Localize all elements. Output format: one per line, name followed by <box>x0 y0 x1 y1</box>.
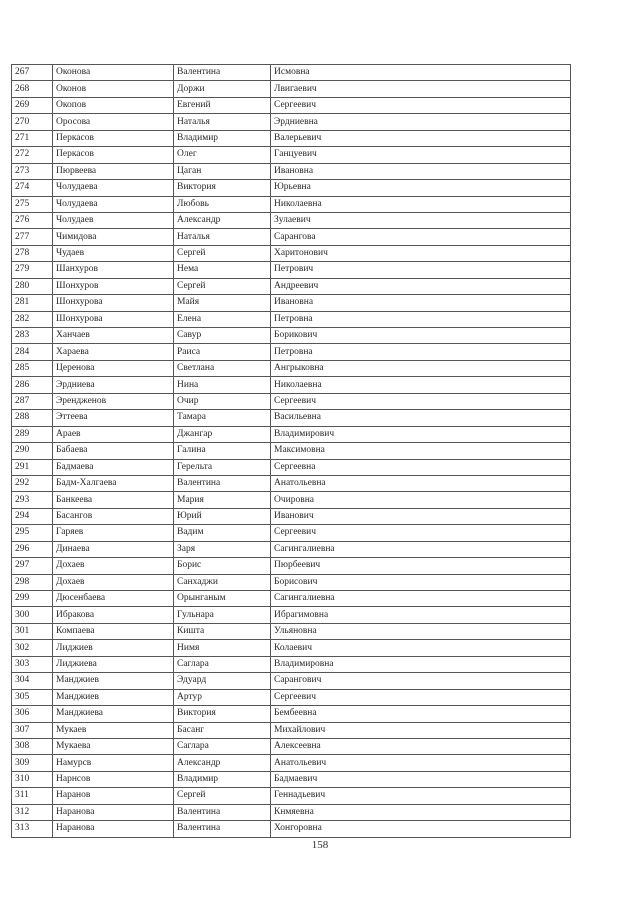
surname-cell: Шонхурова <box>53 311 174 327</box>
surname-cell: Компаева <box>53 623 174 639</box>
row-number-cell: 307 <box>12 722 53 738</box>
first-name-cell: Виктория <box>174 180 271 196</box>
row-number-cell: 271 <box>12 130 53 146</box>
row-number-cell: 310 <box>12 771 53 787</box>
table-row <box>12 97 571 113</box>
first-name-cell: Елена <box>174 311 271 327</box>
table-row <box>12 459 571 475</box>
surname-cell: Бадмаева <box>53 459 174 475</box>
row-number-cell: 301 <box>12 623 53 639</box>
first-name-cell: Валентина <box>174 475 271 491</box>
surname-cell: Оконова <box>53 65 174 81</box>
first-name-cell: Эдуард <box>174 673 271 689</box>
patronymic-cell: Эрдниевна <box>271 114 571 130</box>
surname-cell: Эрендженов <box>53 393 174 409</box>
row-number-cell: 284 <box>12 344 53 360</box>
table-row <box>12 574 571 590</box>
patronymic-cell: Петрович <box>271 262 571 278</box>
first-name-cell: Нема <box>174 262 271 278</box>
row-number-cell: 280 <box>12 278 53 294</box>
patronymic-cell: Анатольевна <box>271 475 571 491</box>
surname-cell: Наранова <box>53 804 174 820</box>
patronymic-cell: Андреевич <box>271 278 571 294</box>
surname-cell: Дюсенбаева <box>53 591 174 607</box>
first-name-cell: Артур <box>174 689 271 705</box>
surname-cell: Намурсв <box>53 755 174 771</box>
names-table-body <box>12 65 571 838</box>
surname-cell: Бабаева <box>53 443 174 459</box>
row-number-cell: 291 <box>12 459 53 475</box>
first-name-cell: Очир <box>174 393 271 409</box>
patronymic-cell: Николаевна <box>271 377 571 393</box>
first-name-cell: Нина <box>174 377 271 393</box>
first-name-cell: Доржи <box>174 81 271 97</box>
row-number-cell: 273 <box>12 163 53 179</box>
first-name-cell: Герельта <box>174 459 271 475</box>
patronymic-cell: Геннадьевич <box>271 788 571 804</box>
table-row <box>12 443 571 459</box>
table-row <box>12 147 571 163</box>
table-row <box>12 558 571 574</box>
row-number-cell: 311 <box>12 788 53 804</box>
patronymic-cell: Лвигаевич <box>271 81 571 97</box>
row-number-cell: 295 <box>12 525 53 541</box>
first-name-cell: Басанг <box>174 722 271 738</box>
table-row <box>12 821 571 837</box>
surname-cell: Манджиев <box>53 673 174 689</box>
row-number-cell: 281 <box>12 295 53 311</box>
table-row <box>12 311 571 327</box>
table-row <box>12 607 571 623</box>
first-name-cell: Нимя <box>174 640 271 656</box>
surname-cell: Ибракова <box>53 607 174 623</box>
names-table <box>11 64 571 838</box>
first-name-cell: Тамара <box>174 410 271 426</box>
surname-cell: Пюрвеева <box>53 163 174 179</box>
surname-cell: Оросова <box>53 114 174 130</box>
table-row <box>12 81 571 97</box>
row-number-cell: 298 <box>12 574 53 590</box>
patronymic-cell: Петровна <box>271 311 571 327</box>
row-number-cell: 300 <box>12 607 53 623</box>
first-name-cell: Владимир <box>174 771 271 787</box>
surname-cell: Дохаев <box>53 574 174 590</box>
table-row <box>12 180 571 196</box>
row-number-cell: 267 <box>12 65 53 81</box>
first-name-cell: Майя <box>174 295 271 311</box>
row-number-cell: 309 <box>12 755 53 771</box>
table-row <box>12 591 571 607</box>
first-name-cell: Савур <box>174 328 271 344</box>
row-number-cell: 286 <box>12 377 53 393</box>
surname-cell: Перкасов <box>53 130 174 146</box>
patronymic-cell: Борикович <box>271 328 571 344</box>
table-row <box>12 377 571 393</box>
table-row <box>12 771 571 787</box>
surname-cell: Наранова <box>53 821 174 837</box>
row-number-cell: 299 <box>12 591 53 607</box>
table-row <box>12 508 571 524</box>
row-number-cell: 290 <box>12 443 53 459</box>
first-name-cell: Борис <box>174 558 271 574</box>
first-name-cell: Любовь <box>174 196 271 212</box>
table-row <box>12 295 571 311</box>
patronymic-cell: Алексеевна <box>271 738 571 754</box>
patronymic-cell: Ивановна <box>271 163 571 179</box>
row-number-cell: 270 <box>12 114 53 130</box>
first-name-cell: Виктория <box>174 706 271 722</box>
surname-cell: Манджиева <box>53 706 174 722</box>
table-row <box>12 114 571 130</box>
first-name-cell: Евгений <box>174 97 271 113</box>
row-number-cell: 294 <box>12 508 53 524</box>
table-row <box>12 804 571 820</box>
surname-cell: Банкеева <box>53 492 174 508</box>
table-row <box>12 656 571 672</box>
patronymic-cell: Сарангова <box>271 229 571 245</box>
surname-cell: Чудаев <box>53 245 174 261</box>
table-row <box>12 328 571 344</box>
row-number-cell: 312 <box>12 804 53 820</box>
table-row <box>12 410 571 426</box>
row-number-cell: 269 <box>12 97 53 113</box>
first-name-cell: Юрий <box>174 508 271 524</box>
table-row <box>12 163 571 179</box>
row-number-cell: 303 <box>12 656 53 672</box>
table-row <box>12 278 571 294</box>
surname-cell: Нарнсов <box>53 771 174 787</box>
patronymic-cell: Сергеевич <box>271 97 571 113</box>
patronymic-cell: Ивановна <box>271 295 571 311</box>
surname-cell: Окопов <box>53 97 174 113</box>
table-row <box>12 706 571 722</box>
first-name-cell: Гульнара <box>174 607 271 623</box>
patronymic-cell: Сергеевна <box>271 459 571 475</box>
first-name-cell: Наталья <box>174 229 271 245</box>
table-row <box>12 344 571 360</box>
page-number: 158 <box>311 839 329 851</box>
table-row <box>12 212 571 228</box>
row-number-cell: 293 <box>12 492 53 508</box>
surname-cell: Эттеева <box>53 410 174 426</box>
table-row <box>12 623 571 639</box>
first-name-cell: Раиса <box>174 344 271 360</box>
surname-cell: Эрдниева <box>53 377 174 393</box>
patronymic-cell: Валерьевич <box>271 130 571 146</box>
surname-cell: Чолудаева <box>53 196 174 212</box>
first-name-cell: Орынганым <box>174 591 271 607</box>
patronymic-cell: Николаевна <box>271 196 571 212</box>
table-row <box>12 65 571 81</box>
patronymic-cell: Юрьевна <box>271 180 571 196</box>
table-row <box>12 738 571 754</box>
patronymic-cell: Кнмяевна <box>271 804 571 820</box>
row-number-cell: 305 <box>12 689 53 705</box>
patronymic-cell: Пюрбеевич <box>271 558 571 574</box>
row-number-cell: 276 <box>12 212 53 228</box>
surname-cell: Наранов <box>53 788 174 804</box>
patronymic-cell: Колаевич <box>271 640 571 656</box>
surname-cell: Чолудаев <box>53 212 174 228</box>
surname-cell: Мукаев <box>53 722 174 738</box>
table-row <box>12 689 571 705</box>
table-row <box>12 492 571 508</box>
table-row <box>12 229 571 245</box>
patronymic-cell: Ибрагимовна <box>271 607 571 623</box>
row-number-cell: 272 <box>12 147 53 163</box>
row-number-cell: 288 <box>12 410 53 426</box>
surname-cell: Церенова <box>53 360 174 376</box>
surname-cell: Чолудаева <box>53 180 174 196</box>
surname-cell: Перкасов <box>53 147 174 163</box>
table-row <box>12 673 571 689</box>
first-name-cell: Сергей <box>174 788 271 804</box>
surname-cell: Басангов <box>53 508 174 524</box>
table-row <box>12 475 571 491</box>
patronymic-cell: Анатольевич <box>271 755 571 771</box>
surname-cell: Ханчаев <box>53 328 174 344</box>
first-name-cell: Цаган <box>174 163 271 179</box>
first-name-cell: Галина <box>174 443 271 459</box>
first-name-cell: Валентина <box>174 821 271 837</box>
first-name-cell: Владимир <box>174 130 271 146</box>
table-row <box>12 196 571 212</box>
patronymic-cell: Сергеевич <box>271 689 571 705</box>
patronymic-cell: Сергеевич <box>271 525 571 541</box>
table-row <box>12 262 571 278</box>
first-name-cell: Сергей <box>174 278 271 294</box>
first-name-cell: Заря <box>174 541 271 557</box>
patronymic-cell: Ульяновна <box>271 623 571 639</box>
row-number-cell: 313 <box>12 821 53 837</box>
row-number-cell: 289 <box>12 426 53 442</box>
surname-cell: Оконов <box>53 81 174 97</box>
patronymic-cell: Хонгоровна <box>271 821 571 837</box>
surname-cell: Араев <box>53 426 174 442</box>
first-name-cell: Александр <box>174 755 271 771</box>
row-number-cell: 304 <box>12 673 53 689</box>
first-name-cell: Сергей <box>174 245 271 261</box>
patronymic-cell: Ангрыковна <box>271 360 571 376</box>
first-name-cell: Вадим <box>174 525 271 541</box>
row-number-cell: 306 <box>12 706 53 722</box>
surname-cell: Бадм-Халгаева <box>53 475 174 491</box>
row-number-cell: 274 <box>12 180 53 196</box>
patronymic-cell: Сарангович <box>271 673 571 689</box>
row-number-cell: 277 <box>12 229 53 245</box>
surname-cell: Хараева <box>53 344 174 360</box>
patronymic-cell: Ганцуевич <box>271 147 571 163</box>
surname-cell: Шанхуров <box>53 262 174 278</box>
surname-cell: Дохаев <box>53 558 174 574</box>
row-number-cell: 283 <box>12 328 53 344</box>
first-name-cell: Саглара <box>174 656 271 672</box>
first-name-cell: Валентина <box>174 65 271 81</box>
patronymic-cell: Петровна <box>271 344 571 360</box>
row-number-cell: 282 <box>12 311 53 327</box>
row-number-cell: 287 <box>12 393 53 409</box>
patronymic-cell: Борисович <box>271 574 571 590</box>
patronymic-cell: Владимирович <box>271 426 571 442</box>
table-row <box>12 541 571 557</box>
surname-cell: Чимидова <box>53 229 174 245</box>
row-number-cell: 275 <box>12 196 53 212</box>
table-row <box>12 788 571 804</box>
table-row <box>12 130 571 146</box>
patronymic-cell: Очировна <box>271 492 571 508</box>
first-name-cell: Джангар <box>174 426 271 442</box>
patronymic-cell: Владимировна <box>271 656 571 672</box>
table-row <box>12 360 571 376</box>
row-number-cell: 268 <box>12 81 53 97</box>
surname-cell: Шонхуров <box>53 278 174 294</box>
first-name-cell: Наталья <box>174 114 271 130</box>
row-number-cell: 292 <box>12 475 53 491</box>
row-number-cell: 308 <box>12 738 53 754</box>
table-row <box>12 245 571 261</box>
surname-cell: Мукаева <box>53 738 174 754</box>
table-row <box>12 525 571 541</box>
patronymic-cell: Иванович <box>271 508 571 524</box>
patronymic-cell: Зулаевич <box>271 212 571 228</box>
surname-cell: Шонхурова <box>53 295 174 311</box>
first-name-cell: Светлана <box>174 360 271 376</box>
row-number-cell: 285 <box>12 360 53 376</box>
table-row <box>12 722 571 738</box>
row-number-cell: 297 <box>12 558 53 574</box>
first-name-cell: Санхаджи <box>174 574 271 590</box>
first-name-cell: Саглара <box>174 738 271 754</box>
first-name-cell: Кишта <box>174 623 271 639</box>
surname-cell: Динаева <box>53 541 174 557</box>
patronymic-cell: Бадмаевич <box>271 771 571 787</box>
patronymic-cell: Бембеевна <box>271 706 571 722</box>
surname-cell: Манджиев <box>53 689 174 705</box>
first-name-cell: Александр <box>174 212 271 228</box>
patronymic-cell: Васильевна <box>271 410 571 426</box>
table-row <box>12 640 571 656</box>
patronymic-cell: Исмовна <box>271 65 571 81</box>
patronymic-cell: Сергеевич <box>271 393 571 409</box>
first-name-cell: Мария <box>174 492 271 508</box>
surname-cell: Лиджиев <box>53 640 174 656</box>
row-number-cell: 296 <box>12 541 53 557</box>
patronymic-cell: Максимовна <box>271 443 571 459</box>
surname-cell: Гаряев <box>53 525 174 541</box>
row-number-cell: 279 <box>12 262 53 278</box>
table-row <box>12 426 571 442</box>
table-row <box>12 393 571 409</box>
first-name-cell: Олег <box>174 147 271 163</box>
row-number-cell: 302 <box>12 640 53 656</box>
first-name-cell: Валентина <box>174 804 271 820</box>
surname-cell: Лиджиева <box>53 656 174 672</box>
patronymic-cell: Сагингалиевна <box>271 541 571 557</box>
table-row <box>12 755 571 771</box>
row-number-cell: 278 <box>12 245 53 261</box>
patronymic-cell: Харитонович <box>271 245 571 261</box>
patronymic-cell: Сагингалиевна <box>271 591 571 607</box>
patronymic-cell: Михайлович <box>271 722 571 738</box>
